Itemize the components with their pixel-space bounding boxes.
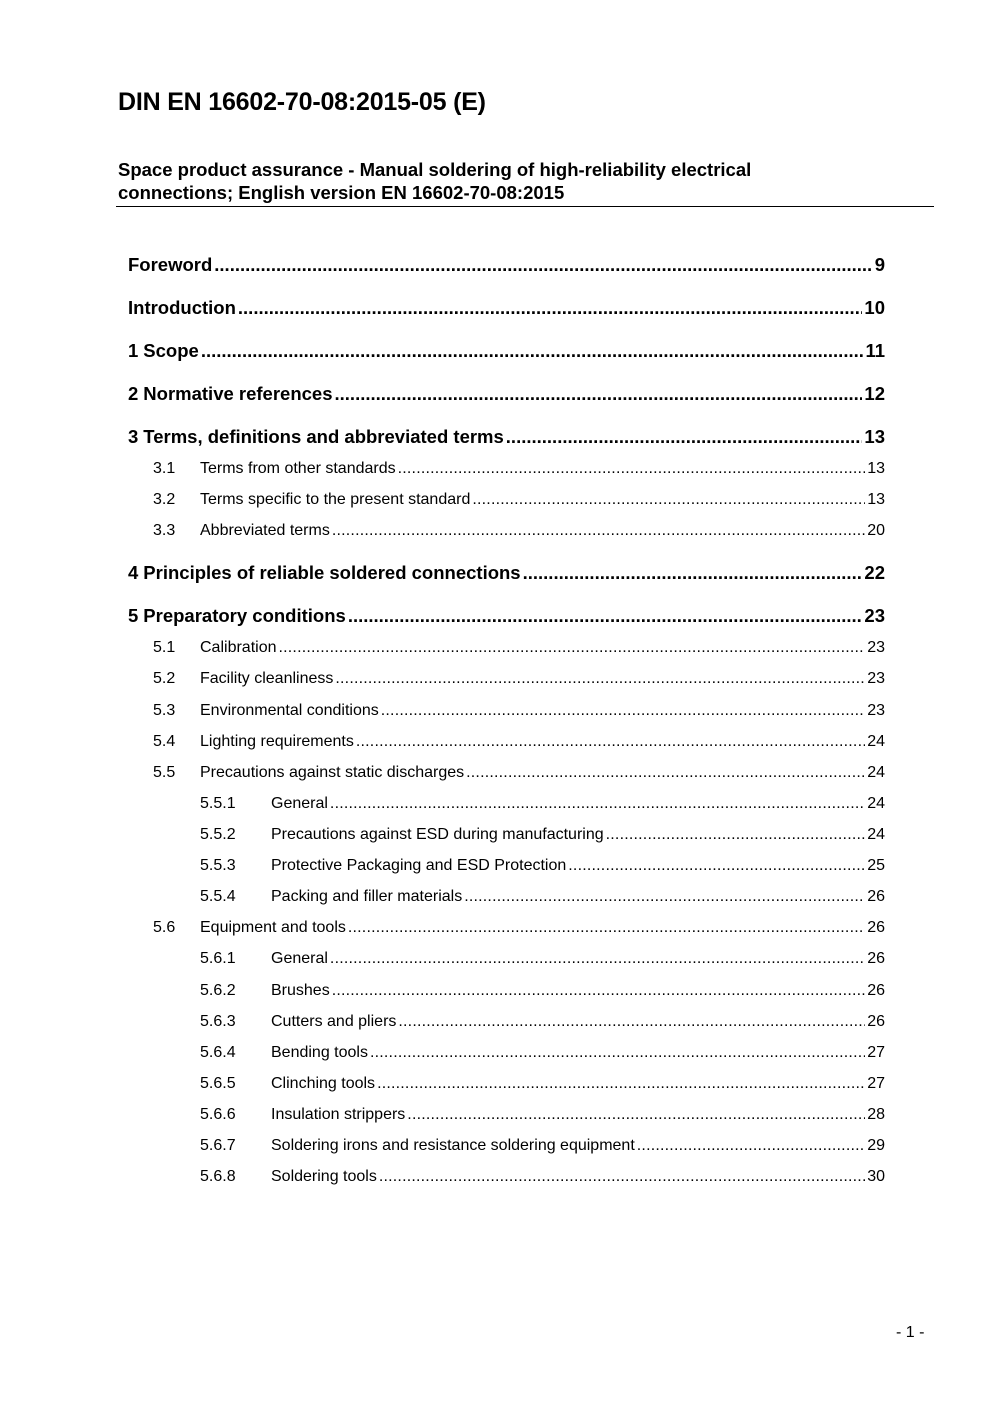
toc-entry[interactable] — [128, 426, 885, 448]
toc-entry[interactable] — [128, 383, 885, 405]
toc-leader-dots — [398, 1013, 865, 1031]
toc-entry-number: 5 — [128, 605, 139, 626]
toc-entry-number: 4 — [128, 562, 139, 583]
toc-entry-number: 2 — [128, 383, 139, 404]
toc-entry-title: Equipment and tools — [200, 919, 346, 936]
toc-entry-title: Facility cleanliness — [200, 670, 334, 687]
toc-entry-page: 23 — [867, 702, 885, 719]
header-divider — [116, 206, 934, 207]
toc-entry[interactable] — [128, 639, 885, 657]
toc-entry[interactable] — [128, 297, 885, 319]
toc-leader-dots — [472, 491, 865, 509]
toc-entry-page: 22 — [864, 562, 885, 583]
toc-leader-dots — [335, 670, 865, 688]
toc-entry-page: 13 — [867, 491, 885, 508]
toc-entry-title: Soldering irons and resistance soldering equipment — [271, 1137, 635, 1154]
toc-entry-number: 5.6.6 — [200, 1106, 236, 1123]
toc-entry-page: 27 — [867, 1044, 885, 1061]
toc-entry-title: Soldering tools — [271, 1168, 377, 1185]
toc-entry[interactable] — [128, 950, 885, 968]
toc-entry-title: Cutters and pliers — [271, 1013, 397, 1030]
toc-entry-number: 5.5.3 — [200, 857, 236, 874]
toc-entry[interactable] — [128, 460, 885, 478]
toc-entry-title: Terms from other standards — [200, 460, 396, 477]
toc-entry-title: Clinching tools — [271, 1075, 376, 1092]
toc-entry-number: 5.6.7 — [200, 1137, 236, 1154]
toc-entry-title: Calibration — [200, 639, 277, 656]
toc-entry-title: Brushes — [271, 982, 330, 999]
toc-entry-title: Protective Packaging and ESD Protection — [271, 857, 567, 874]
toc-entry-title: Foreword — [128, 254, 213, 275]
toc-entry-title: General — [271, 795, 328, 812]
toc-entry[interactable] — [128, 1013, 885, 1031]
toc-entry-title: Preparatory conditions — [143, 605, 346, 626]
toc-entry-number: 5.6 — [153, 919, 176, 936]
toc-entry-page: 26 — [867, 950, 885, 967]
toc-leader-dots — [348, 605, 863, 627]
toc-entry-number: 5.6.1 — [200, 950, 236, 967]
toc-entry[interactable] — [128, 1137, 885, 1155]
toc-entry[interactable] — [128, 826, 885, 844]
toc-entry[interactable] — [128, 764, 885, 782]
toc-entry[interactable] — [128, 254, 885, 276]
toc-entry-page: 25 — [867, 857, 885, 874]
toc-entry-number: 3.2 — [153, 491, 176, 508]
toc-entry-title: Scope — [143, 340, 199, 361]
toc-entry-number: 5.6.8 — [200, 1168, 236, 1185]
toc-entry[interactable] — [128, 888, 885, 906]
document-subtitle: Space product assurance - Manual soldering of high-reliability electrical connections; English version EN 16602-70-08:2015 — [118, 159, 752, 203]
toc-entry-page: 20 — [867, 522, 885, 539]
toc-entry-page: 23 — [867, 670, 885, 687]
toc-entry-page: 26 — [867, 1013, 885, 1030]
toc-leader-dots — [278, 639, 865, 657]
toc-entry-number: 1 — [128, 340, 139, 361]
toc-leader-dots — [568, 857, 865, 875]
toc-leader-dots — [201, 340, 864, 362]
toc-leader-dots — [214, 254, 872, 276]
toc-entry-number: 5.3 — [153, 702, 176, 719]
toc-entry-page: 13 — [867, 460, 885, 477]
toc-leader-dots — [377, 1075, 865, 1093]
toc-entry-number: 5.5.1 — [200, 795, 236, 812]
toc-entry-title: Precautions against static discharges — [200, 764, 465, 781]
toc-entry-page: 30 — [867, 1168, 885, 1185]
toc-entry-number: 5.5.4 — [200, 888, 236, 905]
toc-entry-number: 3.3 — [153, 522, 176, 539]
toc-entry-page: 24 — [867, 733, 885, 750]
toc-entry-number: 5.6.5 — [200, 1075, 236, 1092]
toc-entry-page: 26 — [867, 982, 885, 999]
toc-entry-page: 23 — [864, 605, 885, 626]
toc-entry[interactable] — [128, 491, 885, 509]
toc-entry-title: Bending tools — [271, 1044, 368, 1061]
toc-leader-dots — [381, 702, 865, 720]
toc-entry-page: 27 — [867, 1075, 885, 1092]
toc-entry[interactable] — [128, 982, 885, 1000]
toc-entry[interactable] — [128, 1075, 885, 1093]
toc-leader-dots — [379, 1168, 865, 1186]
toc-entry[interactable] — [128, 522, 885, 540]
toc-leader-dots — [407, 1106, 865, 1124]
toc-entry[interactable] — [128, 1106, 885, 1124]
toc-entry-number: 5.6.3 — [200, 1013, 236, 1030]
toc-entry-number: 5.2 — [153, 670, 176, 687]
toc-entry[interactable] — [128, 919, 885, 937]
toc-entry[interactable] — [128, 1044, 885, 1062]
toc-entry-number: 5.6.2 — [200, 982, 236, 999]
toc-entry-title: Insulation strippers — [271, 1106, 406, 1123]
toc-entry-number: 5.5 — [153, 764, 176, 781]
page-number: - 1 - — [896, 1324, 925, 1341]
toc-entry-title: Introduction — [128, 297, 236, 318]
toc-entry-title: Environmental conditions — [200, 702, 379, 719]
toc-leader-dots — [332, 522, 865, 540]
toc-entry[interactable] — [128, 340, 885, 362]
toc-entry-page: 12 — [864, 383, 885, 404]
toc-leader-dots — [330, 950, 865, 968]
toc-leader-dots — [398, 460, 866, 478]
toc-entry[interactable] — [128, 733, 885, 751]
toc-leader-dots — [464, 888, 865, 906]
toc-entry-number: 3.1 — [153, 460, 176, 477]
toc-leader-dots — [506, 426, 863, 448]
toc-entry-page: 26 — [867, 919, 885, 936]
toc-entry[interactable] — [128, 1168, 885, 1186]
toc-leader-dots — [370, 1044, 865, 1062]
toc-entry-title: General — [271, 950, 328, 967]
toc-entry[interactable] — [128, 670, 885, 688]
toc-entry-page: 26 — [867, 888, 885, 905]
toc-entry-page: 29 — [867, 1137, 885, 1154]
toc-entry[interactable] — [128, 702, 885, 720]
toc-entry-title: Principles of reliable soldered connections — [143, 562, 521, 583]
toc-entry-title: Lighting requirements — [200, 733, 354, 750]
toc-leader-dots — [335, 383, 863, 405]
toc-leader-dots — [238, 297, 863, 319]
toc-leader-dots — [606, 826, 866, 844]
toc-entry[interactable] — [128, 562, 885, 584]
toc-leader-dots — [356, 733, 865, 751]
toc-entry-title: Precautions against ESD during manufacturing — [271, 826, 604, 843]
toc-entry-page: 23 — [867, 639, 885, 656]
toc-entry-title: Terms specific to the present standard — [200, 491, 471, 508]
toc-entry[interactable] — [128, 857, 885, 875]
toc-entry-number: 5.5.2 — [200, 826, 236, 843]
toc-entry-title: Terms, definitions and abbreviated terms — [143, 426, 504, 447]
toc-entry[interactable] — [128, 605, 885, 627]
toc-entry-page: 11 — [865, 340, 885, 361]
toc-leader-dots — [637, 1137, 865, 1155]
toc-entry-page: 24 — [867, 826, 885, 843]
toc-entry-page: 24 — [867, 764, 885, 781]
toc-leader-dots — [348, 919, 865, 937]
toc-entry-page: 10 — [864, 297, 885, 318]
toc-entry-number: 5.1 — [153, 639, 176, 656]
toc-entry-number: 3 — [128, 426, 139, 447]
toc-entry-title: Packing and filler materials — [271, 888, 463, 905]
toc-entry-number: 5.6.4 — [200, 1044, 236, 1061]
toc-leader-dots — [330, 795, 865, 813]
toc-entry-title: Abbreviated terms — [200, 522, 330, 539]
toc-entry-number: 5.4 — [153, 733, 176, 750]
toc-entry[interactable] — [128, 795, 885, 813]
toc-entry-page: 24 — [867, 795, 885, 812]
document-title: DIN EN 16602-70-08:2015-05 (E) — [118, 88, 486, 116]
toc-entry-page: 13 — [864, 426, 885, 447]
toc-leader-dots — [332, 982, 866, 1000]
toc-leader-dots — [466, 764, 865, 782]
toc-entry-page: 28 — [867, 1106, 885, 1123]
toc-leader-dots — [523, 562, 863, 584]
toc-entry-page: 9 — [874, 254, 885, 275]
toc-entry-title: Normative references — [143, 383, 333, 404]
